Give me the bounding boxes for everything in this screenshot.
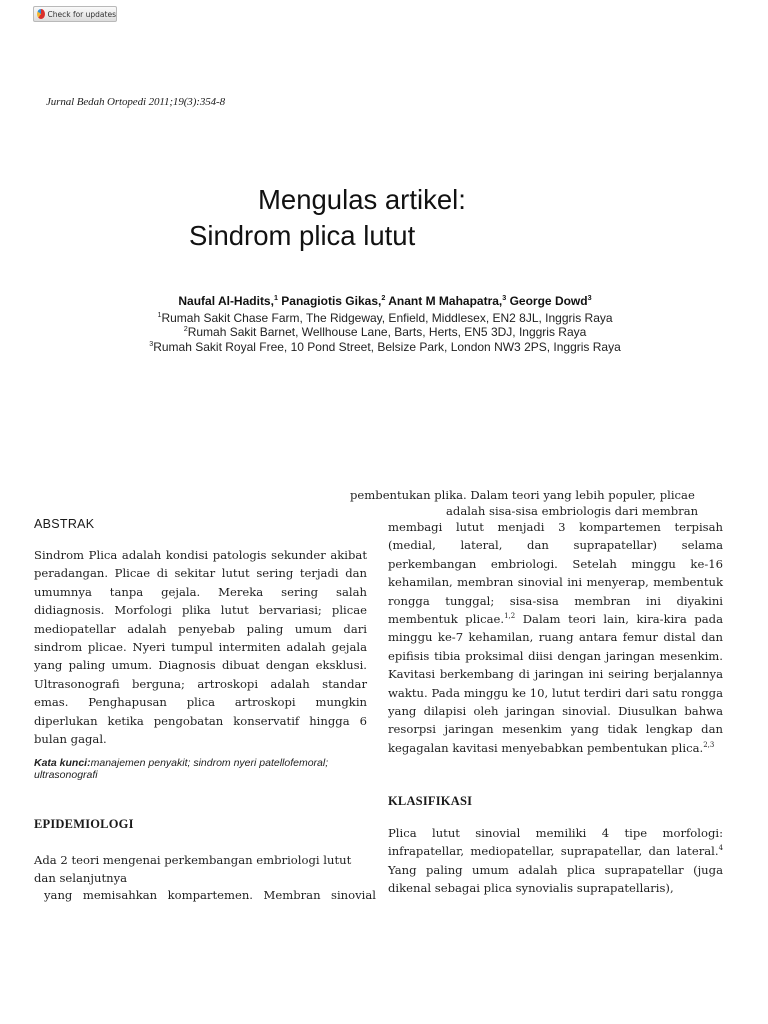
author-affil-ref: 2 — [381, 293, 386, 302]
right-column-top-line-2: adalah sisa-sisa embriologis dari membran — [446, 504, 699, 518]
author-name: Naufal Al-Hadits, — [178, 294, 274, 308]
crossmark-icon — [37, 9, 45, 19]
affiliation-mark: 3 — [149, 339, 154, 348]
classification-heading: KLASIFIKASI — [388, 794, 473, 808]
affiliation-text: Rumah Sakit Chase Farm, The Ridgeway, Enfield, Middlesex, EN2 8JL, Inggris Raya — [161, 311, 613, 325]
affiliation-text: Rumah Sakit Royal Free, 10 Pond Street, Belsize Park, London NW3 2PS, Inggris Raya — [153, 340, 621, 354]
author-name: George Dowd — [509, 294, 588, 308]
keywords — [34, 757, 354, 781]
embryology-paragraph — [388, 518, 723, 757]
title-line-2: Sindrom plica lutut — [189, 220, 416, 251]
epidemiology-heading: EPIDEMIOLOGI — [34, 817, 134, 831]
affiliation-mark: 1 — [157, 310, 162, 319]
right-column-top-line-1: pembentukan plika. Dalam teori yang lebih populer, plicae — [350, 488, 695, 502]
affiliation-2 — [100, 325, 670, 339]
affiliation-3 — [100, 340, 670, 354]
citation-ref: 4 — [718, 844, 723, 853]
affiliation-1 — [100, 311, 670, 325]
keywords-label: Kata kunci: — [34, 757, 91, 769]
author-affil-ref: 1 — [273, 293, 278, 302]
journal-reference: Jurnal Bedah Ortopedi 2011;19(3):354-8 — [46, 96, 225, 108]
epidemiology-body: Ada 2 teori mengenai perkembangan embriologi lutut dan selanjutnya — [34, 853, 352, 886]
keywords-text: manajemen penyakit; sindrom nyeri patellofemoral; ultrasonografi — [34, 757, 329, 781]
paragraph-text: membagi lutut menjadi 3 kompartemen terpisah (medial, lateral, dan suprapatellar) selama perkembangan embriologi. Setelah minggu ke-16 kehamilan, membran sinovial ini menyerap, membentuk rongga tunggal; sisa-sisa membran ini diyakini membentuk plicae. — [388, 520, 723, 627]
affiliation-mark: 2 — [183, 324, 188, 333]
author-name: Panagiotis Gikas, — [281, 294, 382, 308]
abstract-body: Sindrom Plica adalah kondisi patologis sekunder akibat peradangan. Plicae di sekitar lutut sering terjadi dan umumnya tanpa gejala. Mereka sering salah didiagnosis. Morfologi plika lutut bervariasi; plicae mediopatellar adalah penyebab paling umum dari sindrom plicae. Nyeri tumpul intermiten adalah gejala yang paling umum. Diagnosis dibuat dengan eksklusi. Ultrasonografi berguna; artroskopi adalah standar emas. Penghapusan plica artroskopi mungkin diperlukan ketika pengobatan konservatif hingga 6 bulan gagal. — [34, 548, 367, 747]
author-list — [150, 294, 620, 308]
paragraph-text: Yang paling umum adalah plica suprapatellar (juga dikenal sebagai plica synovialis suprapatellaris), — [388, 862, 723, 896]
check-for-updates-badge[interactable] — [33, 6, 117, 22]
affiliation-text: Rumah Sakit Barnet, Wellhouse Lane, Barts, Herts, EN5 3DJ, Inggris Raya — [187, 325, 587, 339]
author-affil-ref: 3 — [587, 293, 592, 302]
classification-paragraph — [388, 824, 723, 898]
title-line-1: Mengulas artikel: — [258, 184, 466, 215]
paragraph-text: Plica lutut sinovial memiliki 4 tipe morfologi: infrapatellar, mediopatellar, suprapatellar, dan lateral. — [388, 826, 723, 859]
author-affil-ref: 3 — [502, 293, 507, 302]
badge-label: Check for updates — [47, 9, 116, 19]
citation-ref: 2,3 — [703, 741, 715, 750]
abstract-heading: ABSTRAK — [34, 517, 95, 531]
paragraph-text: Dalam teori lain, kira-kira pada minggu ke-7 kehamilan, ruang antara femur distal dan epifisis tibia proksimal diisi dengan jaringan mesenkim. Kavitasi berkembang di jaringan ini seiring berjalannya waktu. Pada minggu ke 10, lutut terdiri dari satu rongga yang dilapisi oleh jaringan sinovial. Diusulkan bahwa resorpsi jaringan mesenkim yang tidak lengkap dan kegagalan kavitasi menyebabkan pembentukan plica. — [388, 612, 723, 755]
citation-ref: 1,2 — [504, 612, 516, 621]
author-name: Anant M Mahapatra, — [388, 294, 503, 308]
epidemiology-continuation: yang memisahkan kompartemen. Membran sinovial — [44, 888, 376, 902]
